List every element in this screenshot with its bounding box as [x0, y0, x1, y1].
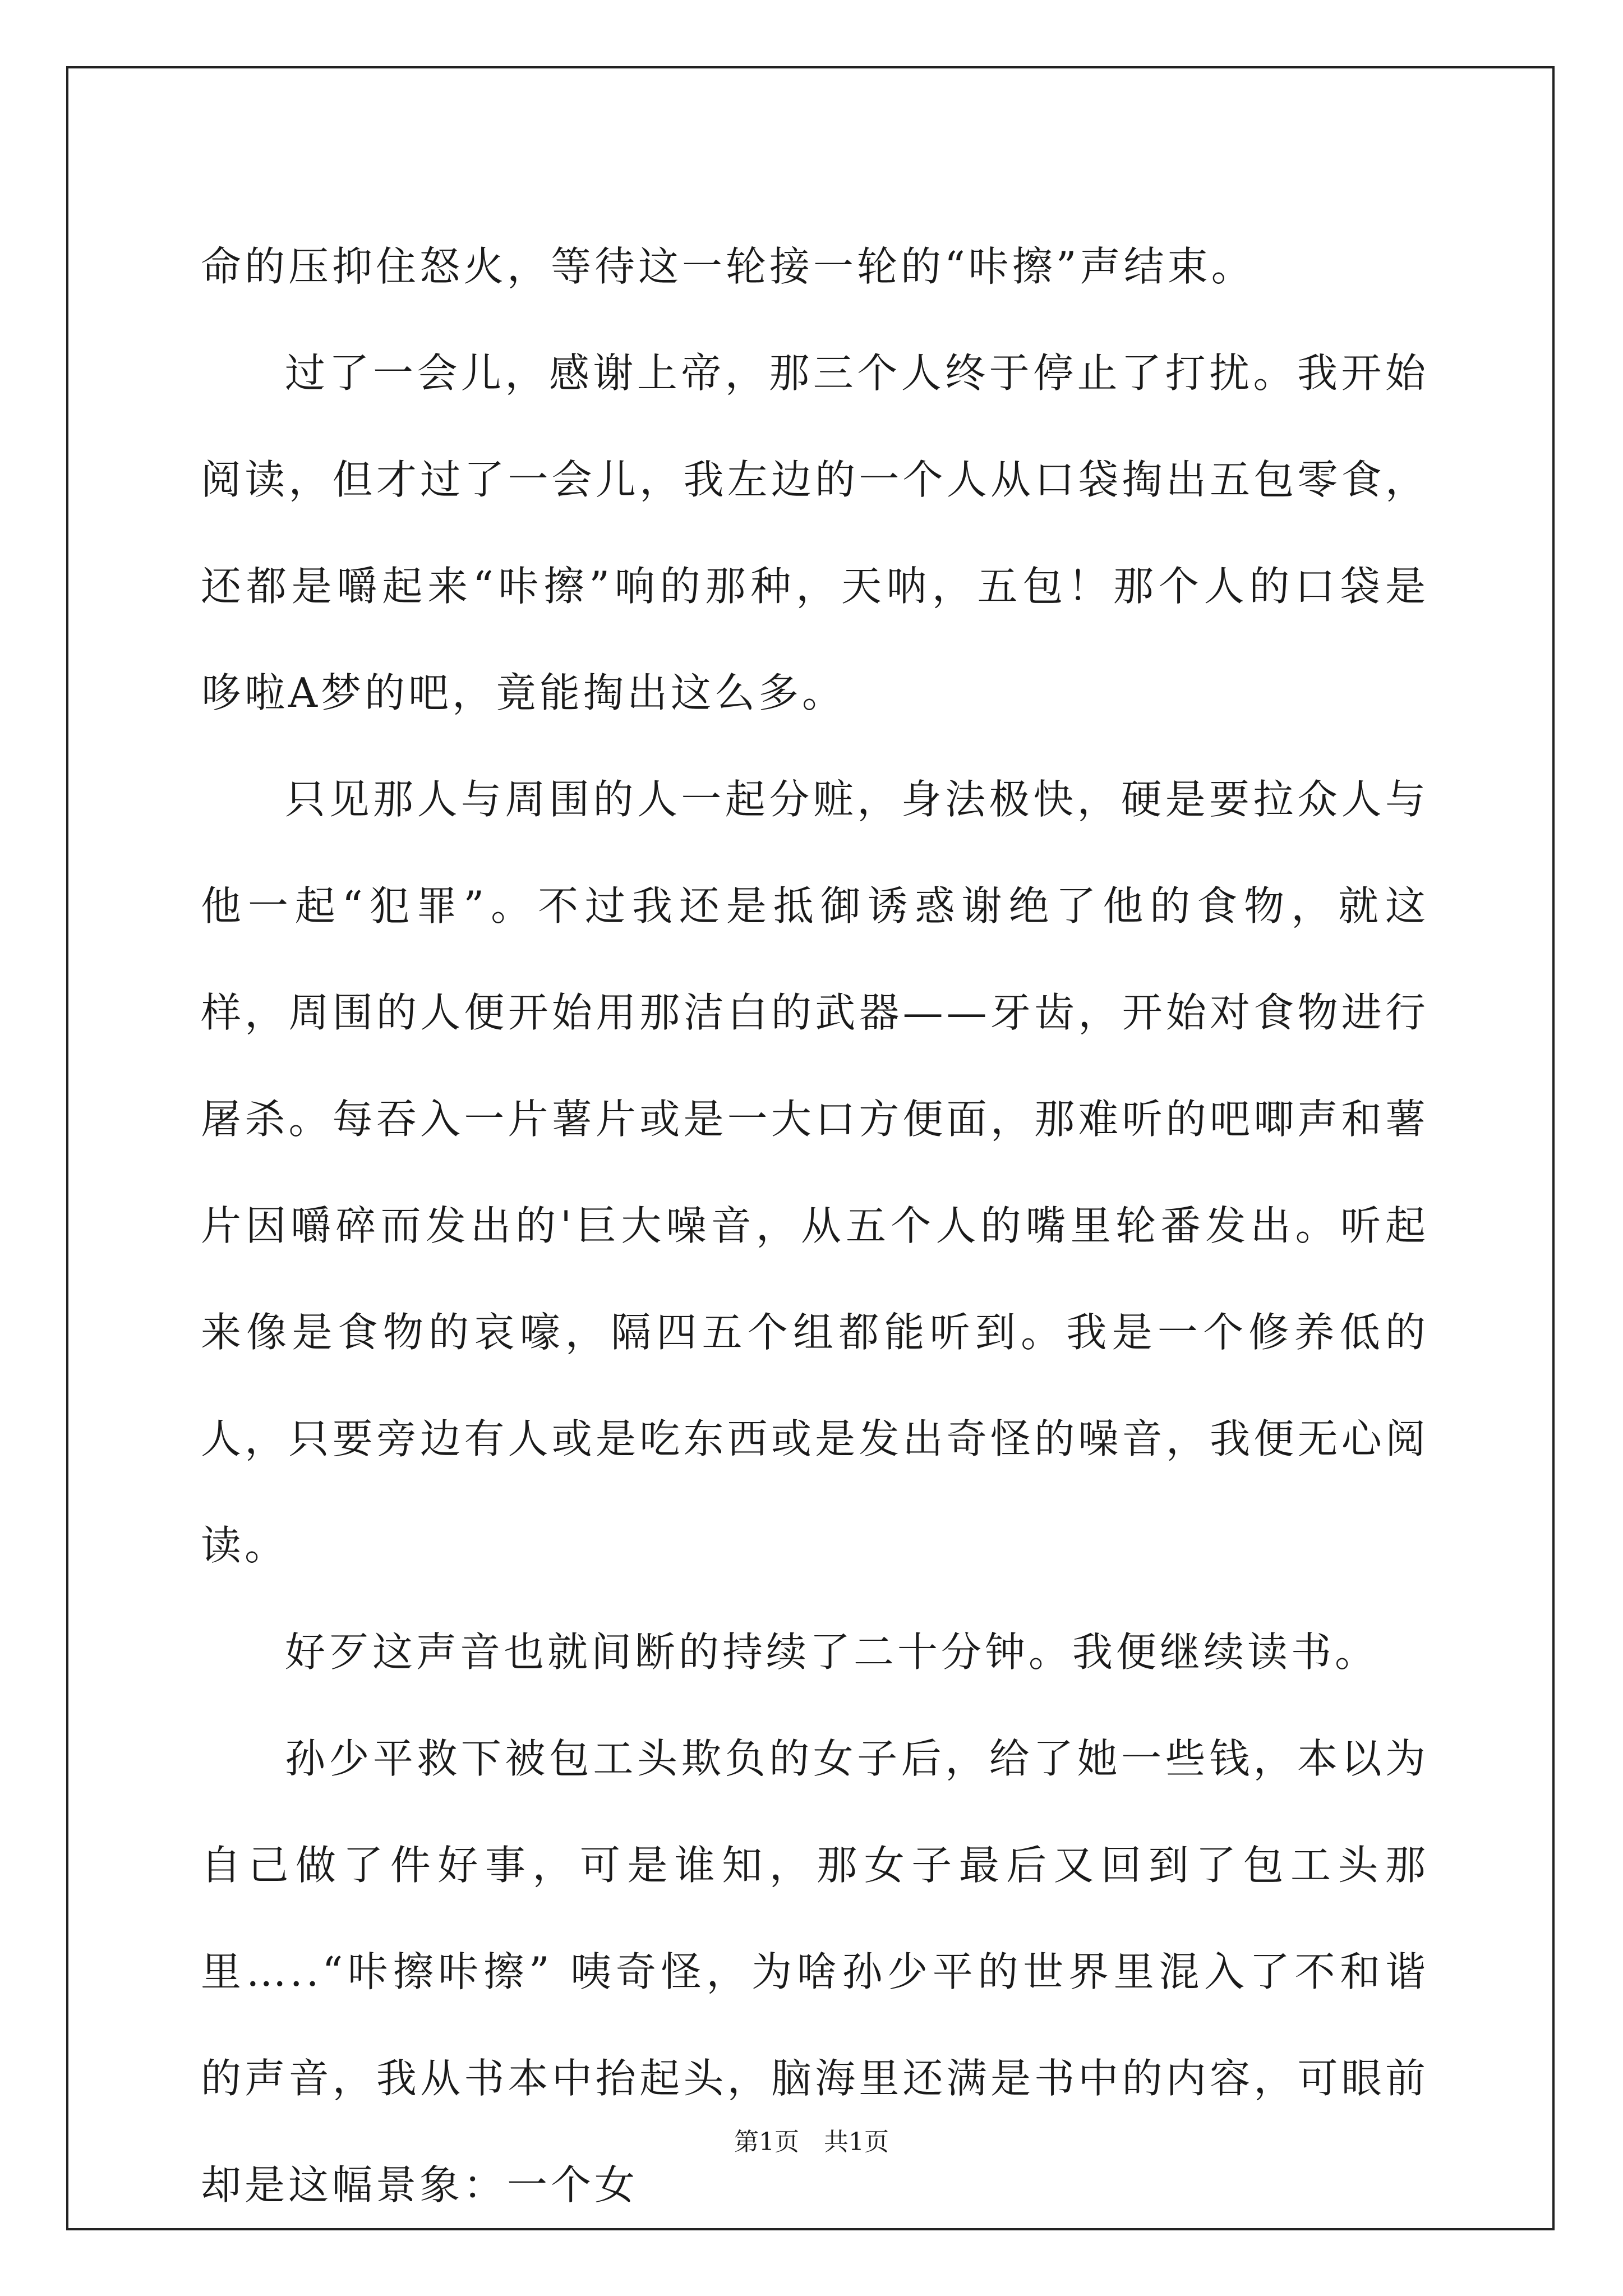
page-footer: 第1页 共1页: [734, 2128, 889, 2156]
paragraph-5: 孙少平救下被包工头欺负的女子后，给了她一些钱，本以为自己做了件好事，可是谁知，那女子最后又回到了包工头那里…..“咔擦咔擦” 咦奇怪，为啥孙少平的世界里混入了不和谐的声音，我从书本中抬起头，脑海里还满是书中的内容，可眼前却是这幅景象：一个女: [201, 1735, 1429, 2208]
paragraph-3: 只见那人与周围的人一起分赃，身法极快，硬是要拉众人与他一起“犯罪”。不过我还是抵御诱惑谢绝了他的食物，就这样，周围的人便开始用那洁白的武器——牙齿，开始对食物进行屠杀。每吞入一片薯片或是一大口方便面，那难听的吧唧声和薯片因嚼碎而发出的'巨大噪音，从五个人的嘴里轮番发出。听起来像是食物的哀嚎，隔四五个组都能听到。我是一个修养低的人，只要旁边有人或是吃东西或是发出奇怪的噪音，我便无心阅读。: [201, 776, 1429, 1569]
paragraph-4: 好歹这声音也就间断的持续了二十分钟。我便继续读书。: [285, 1628, 1379, 1676]
document-body: [201, 213, 1429, 2238]
paragraph-1: 命的压抑住怒火，等待这一轮接一轮的“咔擦”声结束。: [201, 243, 1255, 290]
paragraph-2: 过了一会儿，感谢上帝，那三个人终于停止了打扰。我开始阅读，但才过了一会儿，我左边的一个人从口袋掏出五包零食，还都是嚼起来“咔擦”响的那种，天呐，五包！那个人的口袋是哆啦A梦的吧，竟能掏出这么多。: [201, 349, 1429, 716]
